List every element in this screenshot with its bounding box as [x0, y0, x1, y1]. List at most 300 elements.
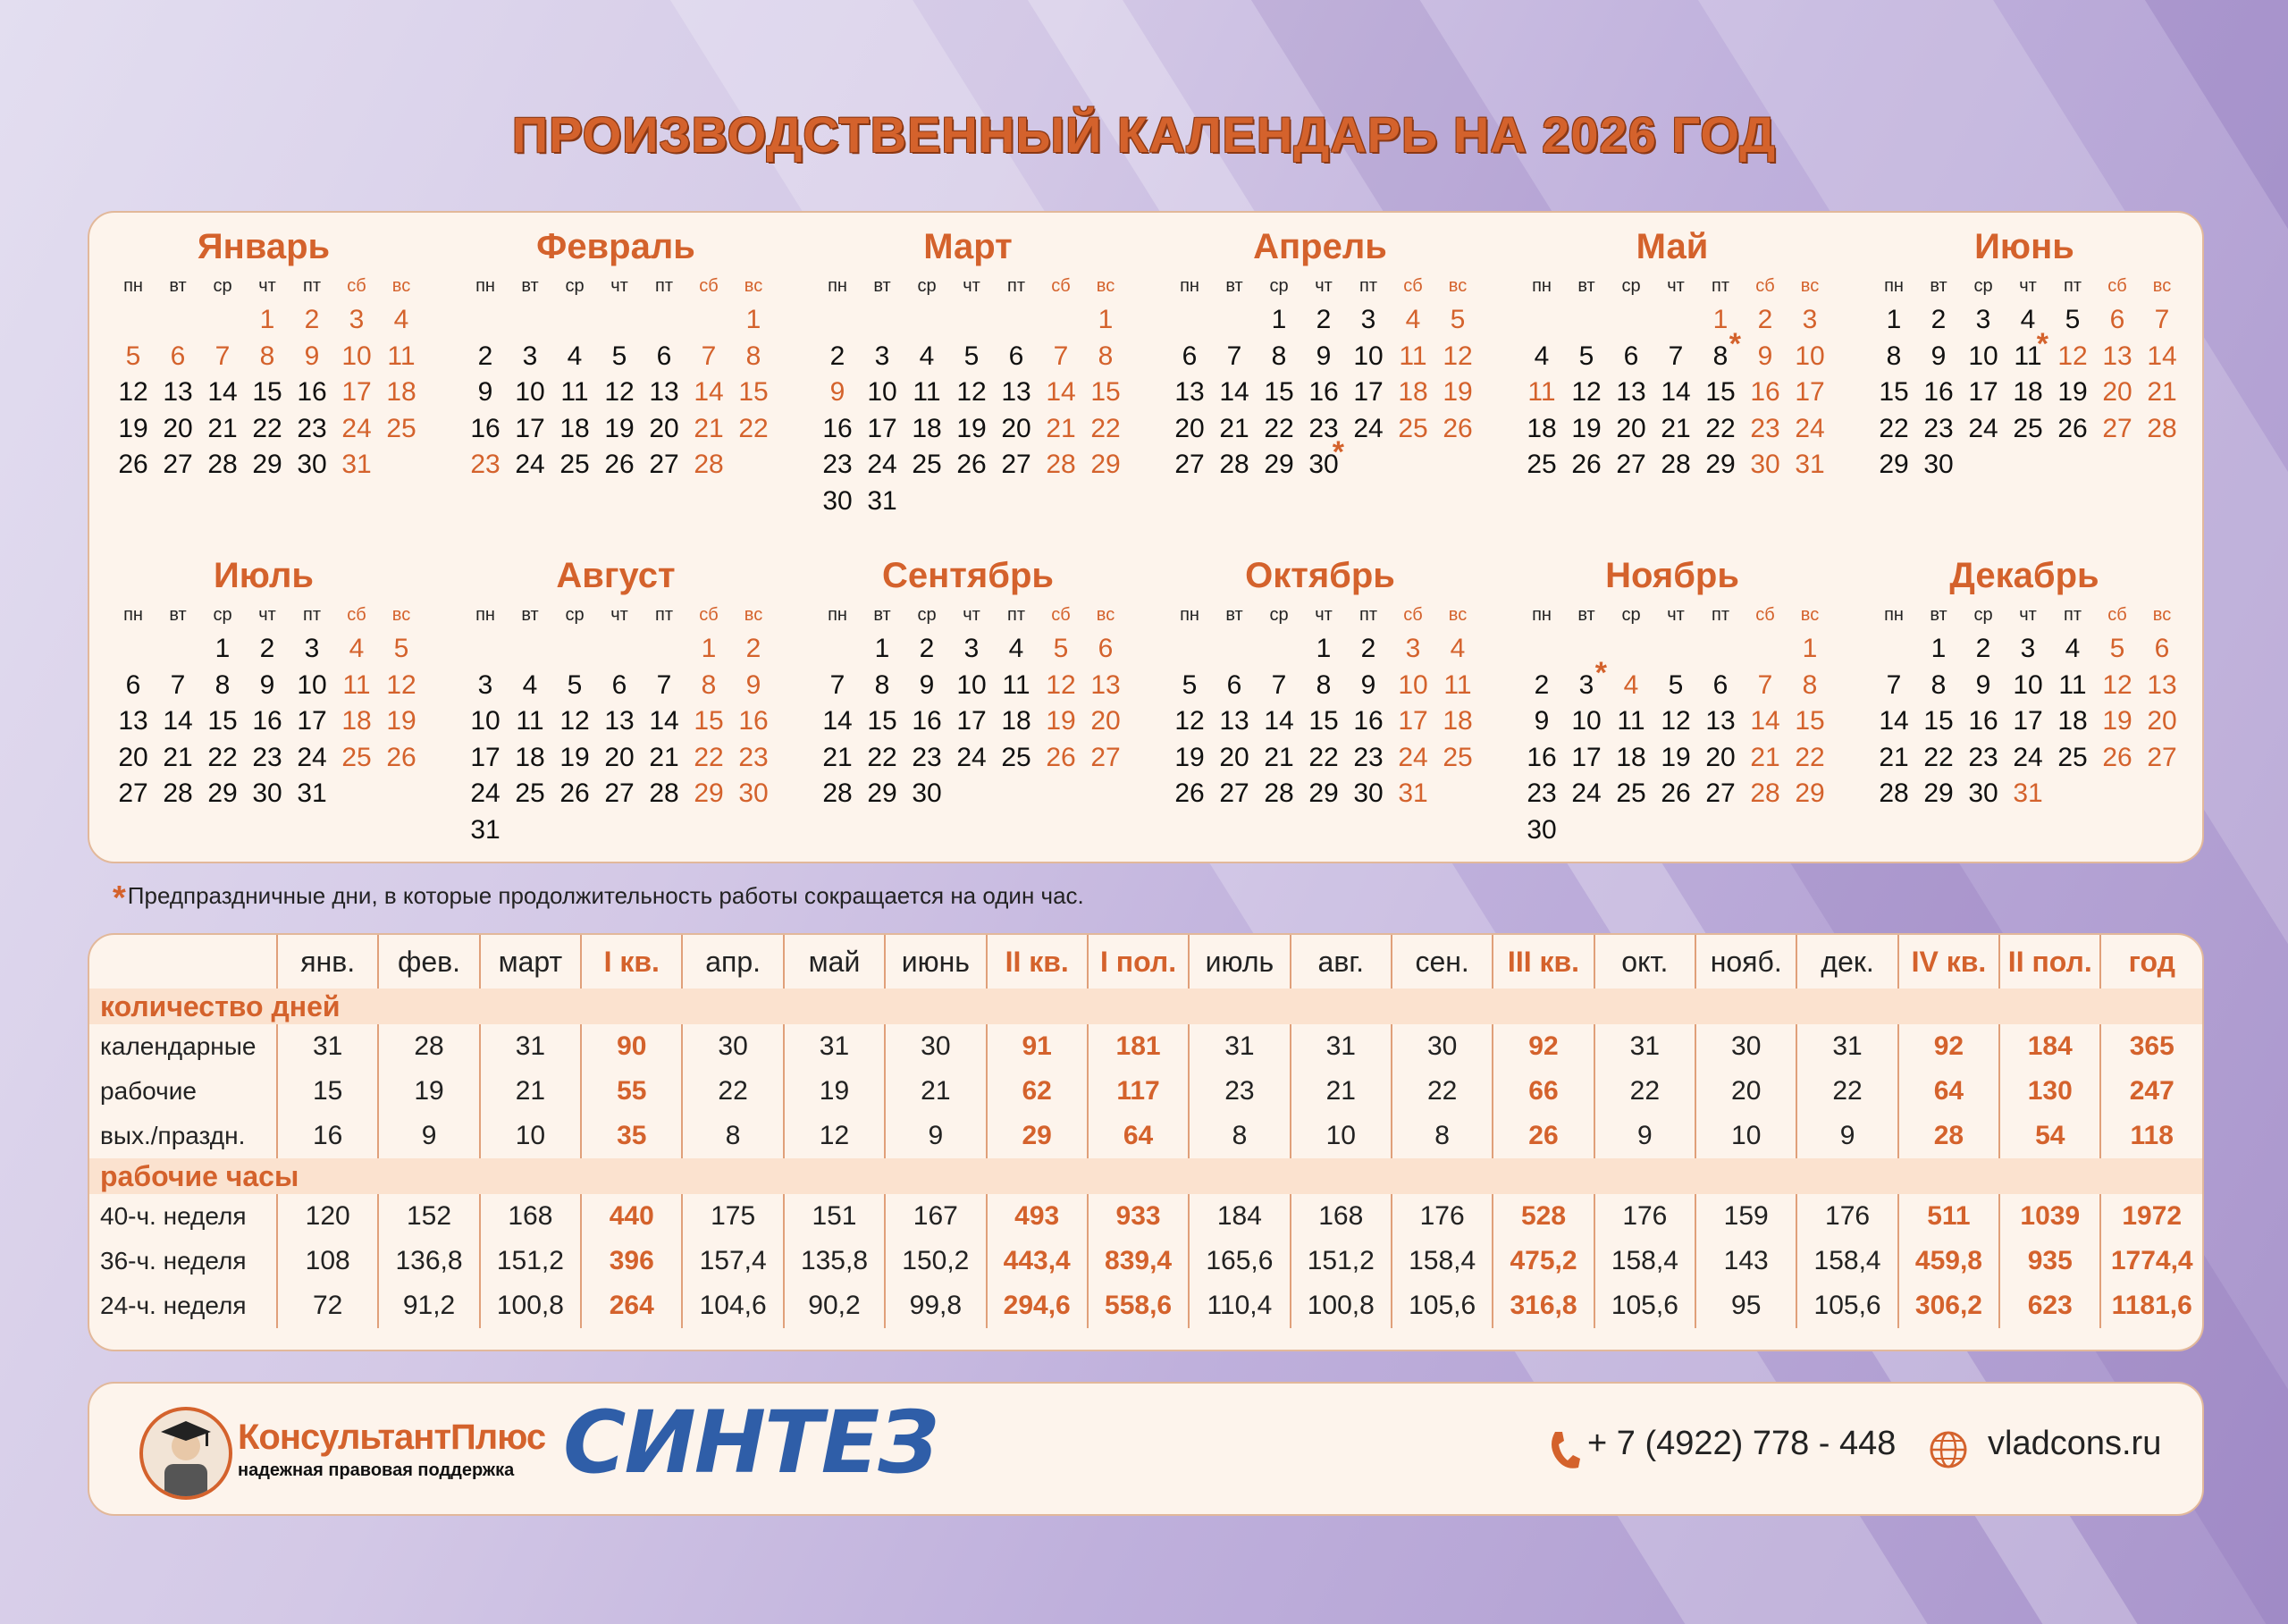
- day-blank: [1167, 631, 1212, 668]
- day-cell: 28: [2147, 413, 2177, 443]
- column-header: год: [2100, 935, 2202, 989]
- day-cell: 25: [1398, 413, 1428, 443]
- table-cell: 100,8: [480, 1283, 581, 1328]
- day-cell: 7: [214, 341, 231, 371]
- day-blank: [1872, 631, 1916, 668]
- day-cell: 1: [701, 634, 717, 663]
- table-cell: 22: [682, 1069, 783, 1114]
- day-cell: 6: [2109, 305, 2125, 334]
- day-cell: 18: [1398, 377, 1428, 408]
- day-cell: 14: [1219, 377, 1249, 408]
- day-cell: 8: [701, 669, 717, 700]
- day-cell: 25: [1527, 450, 1557, 480]
- day-cell: 20: [1219, 742, 1249, 772]
- day-cell: 8: [1802, 669, 1818, 700]
- weekday-label: пн: [475, 276, 495, 296]
- phone-number[interactable]: + 7 (4922) 778 - 448: [1587, 1425, 1897, 1462]
- globe-icon: [1929, 1430, 1968, 1469]
- table-cell: 459,8: [1898, 1239, 1999, 1283]
- day-blank: [815, 631, 860, 668]
- website-link[interactable]: vladcons.ru: [1988, 1425, 2162, 1462]
- day-blank: [1653, 631, 1698, 668]
- table-cell: 104,6: [682, 1283, 783, 1328]
- day-cell: 5: [125, 341, 141, 371]
- weekday-label: сб: [347, 276, 366, 296]
- day-cell: 6: [1008, 341, 1024, 371]
- day-blank: [1564, 302, 1609, 339]
- table-cell: 168: [480, 1194, 581, 1239]
- day-cell: 16: [1968, 706, 1998, 736]
- day-blank: [949, 302, 994, 339]
- day-cell: 12: [1174, 706, 1205, 736]
- table-cell: 558,6: [1088, 1283, 1189, 1328]
- weekday-label: чт: [258, 605, 276, 625]
- weekday-label: пт: [1359, 276, 1377, 296]
- day-cell: 9: [477, 377, 493, 408]
- table-cell: 92: [1898, 1024, 1999, 1069]
- day-cell: 11: [387, 341, 416, 371]
- day-cell: 11: [342, 669, 371, 700]
- day-cell: 27: [1219, 778, 1249, 809]
- brand-tagline: надежная правовая поддержка: [238, 1460, 515, 1480]
- day-cell: 4: [919, 341, 935, 371]
- day-cell: 21: [1046, 413, 1076, 443]
- month-10: [1162, 552, 1484, 812]
- table-cell: 66: [1493, 1069, 1594, 1114]
- day-cell: 10: [1795, 341, 1825, 371]
- weekday-label: сб: [1755, 605, 1775, 625]
- day-cell: 5: [1182, 669, 1198, 700]
- column-header: июнь: [885, 935, 986, 989]
- day-cell: 15: [1090, 377, 1121, 408]
- day-cell: 20: [1174, 413, 1205, 443]
- day-cell: 30: [912, 778, 942, 809]
- month-name: Апрель: [1253, 227, 1387, 266]
- day-blank: [552, 631, 597, 668]
- day-cell: 14: [822, 706, 853, 736]
- day-cell: 19: [1443, 377, 1473, 408]
- table-cell: 1774,4: [2100, 1239, 2202, 1283]
- day-cell: 31: [341, 450, 372, 480]
- table-cell: 91,2: [378, 1283, 479, 1328]
- day-cell: 3: [349, 305, 365, 334]
- brand-name: КонсультантПлюс: [238, 1418, 546, 1457]
- header-corner: [89, 935, 277, 989]
- weekday-label: сб: [2107, 276, 2127, 296]
- day-cell: 26: [559, 778, 590, 809]
- day-cell: 23: [1308, 413, 1339, 443]
- day-cell: 30: [1527, 814, 1557, 845]
- weekday-label: ср: [1621, 276, 1641, 296]
- day-cell: 9: [304, 341, 320, 371]
- weekday-label: вт: [873, 276, 891, 296]
- day-cell: 15: [1795, 706, 1825, 736]
- day-cell: 17: [2013, 706, 2043, 736]
- table-cell: 90,2: [784, 1283, 885, 1328]
- table-cell: 117: [1088, 1069, 1189, 1114]
- day-cell: 31: [2013, 778, 2043, 809]
- day-cell: 15: [1705, 377, 1736, 408]
- day-cell: 24: [2013, 742, 2043, 772]
- day-cell: 11: [1527, 377, 1556, 408]
- day-cell: 3 *: [1564, 668, 1609, 704]
- day-cell: 13: [1001, 377, 1031, 408]
- day-cell: 19: [559, 742, 590, 772]
- table-cell: 31: [1291, 1024, 1392, 1069]
- table-cell: 264: [581, 1283, 682, 1328]
- day-cell: 13: [1090, 669, 1121, 700]
- weekday-label: вс: [1800, 276, 1820, 296]
- month-2: [458, 223, 779, 484]
- table-cell: 316,8: [1493, 1283, 1594, 1328]
- day-cell: 22: [738, 413, 769, 443]
- weekday-label: ср: [1269, 276, 1289, 296]
- day-cell: 24: [470, 778, 500, 809]
- day-cell: 4: [1405, 305, 1421, 334]
- table-cell: 1039: [1999, 1194, 2100, 1239]
- weekday-label: ср: [917, 276, 937, 296]
- weekday-label: вт: [1577, 276, 1595, 296]
- day-cell: 5: [963, 341, 980, 371]
- day-cell: 17: [1398, 706, 1428, 736]
- weekday-label: пт: [655, 276, 673, 296]
- weekday-label: пт: [1359, 605, 1377, 625]
- table-cell: 365: [2100, 1024, 2202, 1069]
- day-cell: 13: [1174, 377, 1205, 408]
- day-cell: 27: [118, 778, 148, 809]
- table-cell: 511: [1898, 1194, 1999, 1239]
- day-cell: 31: [1795, 450, 1825, 480]
- day-blank: [111, 631, 156, 668]
- weekday-label: чт: [1315, 276, 1333, 296]
- table-cell: 90: [581, 1024, 682, 1069]
- day-cell: 14: [1046, 377, 1076, 408]
- day-cell: 12: [1661, 706, 1691, 736]
- day-cell: 7: [2154, 305, 2170, 334]
- day-cell: 17: [515, 413, 545, 443]
- day-cell: 25: [559, 450, 590, 480]
- day-cell: 12: [1571, 377, 1602, 408]
- day-cell: 24: [1571, 778, 1602, 809]
- day-cell: 13: [1219, 706, 1249, 736]
- day-cell: 6: [1182, 341, 1198, 371]
- table-cell: 168: [1291, 1194, 1392, 1239]
- day-cell: 20: [163, 413, 193, 443]
- table-cell: 136,8: [378, 1239, 479, 1283]
- day-cell: 7: [1668, 341, 1684, 371]
- table-cell: 19: [784, 1069, 885, 1114]
- day-cell: 20: [1090, 706, 1121, 736]
- column-header: дек.: [1796, 935, 1897, 989]
- day-cell: 9: [745, 669, 761, 700]
- day-cell: 16: [1353, 706, 1384, 736]
- day-cell: 23: [912, 742, 942, 772]
- table-cell: 165,6: [1189, 1239, 1290, 1283]
- day-cell: 14: [163, 706, 193, 736]
- table-cell: 30: [1392, 1024, 1493, 1069]
- table-cell: 935: [1999, 1239, 2100, 1283]
- day-cell: 21: [649, 742, 679, 772]
- day-cell: 4: [393, 305, 409, 334]
- day-cell: 18: [386, 377, 416, 408]
- day-cell: 1: [1712, 305, 1729, 334]
- day-cell: 16: [252, 706, 282, 736]
- day-cell: 10: [1353, 341, 1384, 371]
- day-cell: 30: [1968, 778, 1998, 809]
- table-cell: 443,4: [987, 1239, 1088, 1283]
- month-name: Январь: [197, 227, 331, 266]
- weekday-label: чт: [2019, 276, 2037, 296]
- day-cell: 21: [207, 413, 238, 443]
- table-cell: 12: [784, 1114, 885, 1158]
- day-cell: 2: [1534, 669, 1550, 700]
- table-cell: 22: [1392, 1069, 1493, 1114]
- day-cell: 5: [1053, 634, 1069, 663]
- day-cell: 23: [1353, 742, 1384, 772]
- day-cell: 9: [259, 669, 275, 700]
- table-cell: 158,4: [1796, 1239, 1897, 1283]
- day-cell: 29: [867, 778, 897, 809]
- column-header: авг.: [1291, 935, 1392, 989]
- month-8: [458, 552, 779, 849]
- day-cell: 25: [1443, 742, 1473, 772]
- table-cell: 72: [277, 1283, 378, 1328]
- day-cell: 14: [2147, 341, 2177, 371]
- day-cell: 10: [470, 706, 500, 736]
- day-cell: 1: [1271, 305, 1287, 334]
- day-cell: 8 *: [1698, 339, 1743, 375]
- weekday-label: вт: [1930, 605, 1947, 625]
- day-cell: 24: [297, 742, 327, 772]
- table-cell: 306,2: [1898, 1283, 1999, 1328]
- day-cell: 22: [1705, 413, 1736, 443]
- day-cell: 2: [1757, 305, 1773, 334]
- day-cell: 4: [522, 669, 538, 700]
- weekday-label: вс: [1448, 276, 1468, 296]
- month-name: Февраль: [536, 227, 695, 266]
- table-cell: 55: [581, 1069, 682, 1114]
- day-cell: 19: [1046, 706, 1076, 736]
- day-cell: 12: [956, 377, 987, 408]
- day-cell: 29: [1264, 450, 1294, 480]
- day-cell: 3: [522, 341, 538, 371]
- day-cell: 2: [1360, 634, 1376, 663]
- day-cell: 18: [1527, 413, 1557, 443]
- day-cell: 8: [1316, 669, 1332, 700]
- day-cell: 22: [1879, 413, 1909, 443]
- day-cell: 27: [2147, 742, 2177, 772]
- day-cell: 6: [1712, 669, 1729, 700]
- day-cell: 26: [1046, 742, 1076, 772]
- table-cell: 623: [1999, 1283, 2100, 1328]
- day-cell: 13: [163, 377, 193, 408]
- day-cell: 7: [1053, 341, 1069, 371]
- month-name: Март: [923, 227, 1013, 266]
- day-blank: [463, 302, 508, 339]
- day-cell: 24: [867, 450, 897, 480]
- month-4: [1162, 223, 1484, 484]
- day-cell: 5: [567, 669, 583, 700]
- table-cell: 184: [1189, 1194, 1290, 1239]
- asterisk-mark: *: [113, 879, 126, 917]
- day-blank: [1519, 302, 1564, 339]
- day-cell: 29: [252, 450, 282, 480]
- day-cell: 31: [470, 814, 500, 845]
- day-cell: 12: [2057, 341, 2088, 371]
- weekday-label: вс: [391, 276, 411, 296]
- day-cell: 26: [2057, 413, 2088, 443]
- weekday-label: сб: [2107, 605, 2127, 625]
- day-cell: 2: [829, 341, 845, 371]
- day-cell: 30: [738, 778, 769, 809]
- weekday-label: сб: [1051, 276, 1071, 296]
- day-cell: 24: [1795, 413, 1825, 443]
- day-cell: 18: [2013, 377, 2043, 408]
- day-cell: 23: [1923, 413, 1954, 443]
- day-cell: 30: [297, 450, 327, 480]
- day-cell: 5: [2065, 305, 2081, 334]
- table-cell: 100,8: [1291, 1283, 1392, 1328]
- table-cell: 839,4: [1088, 1239, 1189, 1283]
- day-cell: 1: [214, 634, 231, 663]
- day-cell: 30: [1923, 450, 1954, 480]
- day-cell: 22: [1308, 742, 1339, 772]
- weekday-label: ср: [917, 605, 937, 625]
- weekday-label: вт: [1577, 605, 1595, 625]
- day-cell: 4: [349, 634, 365, 663]
- day-cell: 8: [214, 669, 231, 700]
- day-blank: [642, 302, 686, 339]
- day-cell: 6: [1623, 341, 1639, 371]
- day-blank: [508, 631, 552, 668]
- day-cell: 17: [1353, 377, 1384, 408]
- day-cell: 27: [1090, 742, 1121, 772]
- day-cell: 12: [386, 669, 416, 700]
- day-cell: 18: [559, 413, 590, 443]
- day-cell: 15: [207, 706, 238, 736]
- day-cell: 12: [604, 377, 635, 408]
- day-cell: 29: [1923, 778, 1954, 809]
- table-cell: 130: [1999, 1069, 2100, 1114]
- day-blank: [860, 302, 904, 339]
- day-cell: 13: [649, 377, 679, 408]
- table-cell: 31: [784, 1024, 885, 1069]
- day-cell: 22: [1795, 742, 1825, 772]
- day-blank: [111, 302, 156, 339]
- weekday-label: сб: [699, 276, 719, 296]
- day-cell: 19: [1661, 742, 1691, 772]
- section-title: рабочие часы: [89, 1158, 2202, 1194]
- day-cell: 15: [738, 377, 769, 408]
- day-cell: 13: [2102, 341, 2132, 371]
- day-cell: 7: [829, 669, 845, 700]
- table-cell: 9: [1796, 1114, 1897, 1158]
- day-cell: 27: [1174, 450, 1205, 480]
- day-blank: [597, 631, 642, 668]
- day-cell: 14: [207, 377, 238, 408]
- weekday-label: пн: [123, 605, 143, 625]
- weekday-label: сб: [1403, 276, 1423, 296]
- day-cell: 9: [1316, 341, 1332, 371]
- day-cell: 5: [1668, 669, 1684, 700]
- day-blank: [156, 631, 200, 668]
- weekday-label: пн: [1884, 276, 1904, 296]
- table-cell: 135,8: [784, 1239, 885, 1283]
- day-blank: [200, 302, 245, 339]
- table-cell: 21: [885, 1069, 986, 1114]
- row-label: календарные: [100, 1032, 257, 1060]
- row-label: 40-ч. неделя: [100, 1202, 247, 1230]
- day-blank: [1212, 302, 1257, 339]
- section-title: количество дней: [89, 989, 2202, 1024]
- day-cell: 6: [1098, 634, 1114, 663]
- day-cell: 6: [1226, 669, 1242, 700]
- table-cell: 105,6: [1392, 1283, 1493, 1328]
- day-cell: 2: [919, 634, 935, 663]
- weekday-label: ср: [213, 276, 232, 296]
- day-cell: 24: [1968, 413, 1998, 443]
- month-name: Август: [556, 556, 676, 595]
- day-cell: 21: [822, 742, 853, 772]
- day-blank: [156, 302, 200, 339]
- table-cell: 22: [1594, 1069, 1695, 1114]
- day-cell: 12: [1046, 669, 1076, 700]
- weekday-label: пт: [655, 605, 673, 625]
- day-cell: 30: [1750, 450, 1780, 480]
- day-cell: 10: [867, 377, 897, 408]
- column-header: май: [784, 935, 885, 989]
- row-label: рабочие: [100, 1077, 197, 1105]
- day-cell: 25: [1001, 742, 1031, 772]
- day-cell: 19: [956, 413, 987, 443]
- day-cell: 4: [1623, 669, 1639, 700]
- day-cell: 22: [867, 742, 897, 772]
- weekday-label: пт: [1007, 276, 1025, 296]
- day-cell: 24: [956, 742, 987, 772]
- day-blank: [994, 302, 1039, 339]
- day-blank: [904, 302, 949, 339]
- day-cell: 4: [1450, 634, 1466, 663]
- day-cell: 19: [2102, 706, 2132, 736]
- day-cell: 4: [1534, 341, 1550, 371]
- day-cell: 20: [1001, 413, 1031, 443]
- table-cell: 1972: [2100, 1194, 2202, 1239]
- weekday-label: чт: [610, 276, 628, 296]
- day-cell: 9: [1930, 341, 1947, 371]
- weekday-label: чт: [963, 276, 980, 296]
- month-grid: [1519, 599, 1836, 849]
- day-cell: 17: [470, 742, 500, 772]
- table-cell: 9: [885, 1114, 986, 1158]
- phone-icon: [1546, 1428, 1582, 1473]
- table-row: [89, 1194, 2202, 1239]
- table-row: [89, 1069, 2202, 1114]
- day-cell: 15: [252, 377, 282, 408]
- weekday-label: чт: [1667, 605, 1685, 625]
- day-cell: 26: [956, 450, 987, 480]
- weekday-label: пн: [1180, 276, 1199, 296]
- table-cell: 31: [277, 1024, 378, 1069]
- column-header: I пол.: [1088, 935, 1189, 989]
- weekday-label: вс: [744, 605, 763, 625]
- day-cell: 22: [694, 742, 724, 772]
- day-cell: 17: [956, 706, 987, 736]
- column-header: фев.: [378, 935, 479, 989]
- table-cell: 151,2: [1291, 1239, 1392, 1283]
- day-cell: 28: [822, 778, 853, 809]
- day-cell: 28: [163, 778, 193, 809]
- day-cell: 16: [912, 706, 942, 736]
